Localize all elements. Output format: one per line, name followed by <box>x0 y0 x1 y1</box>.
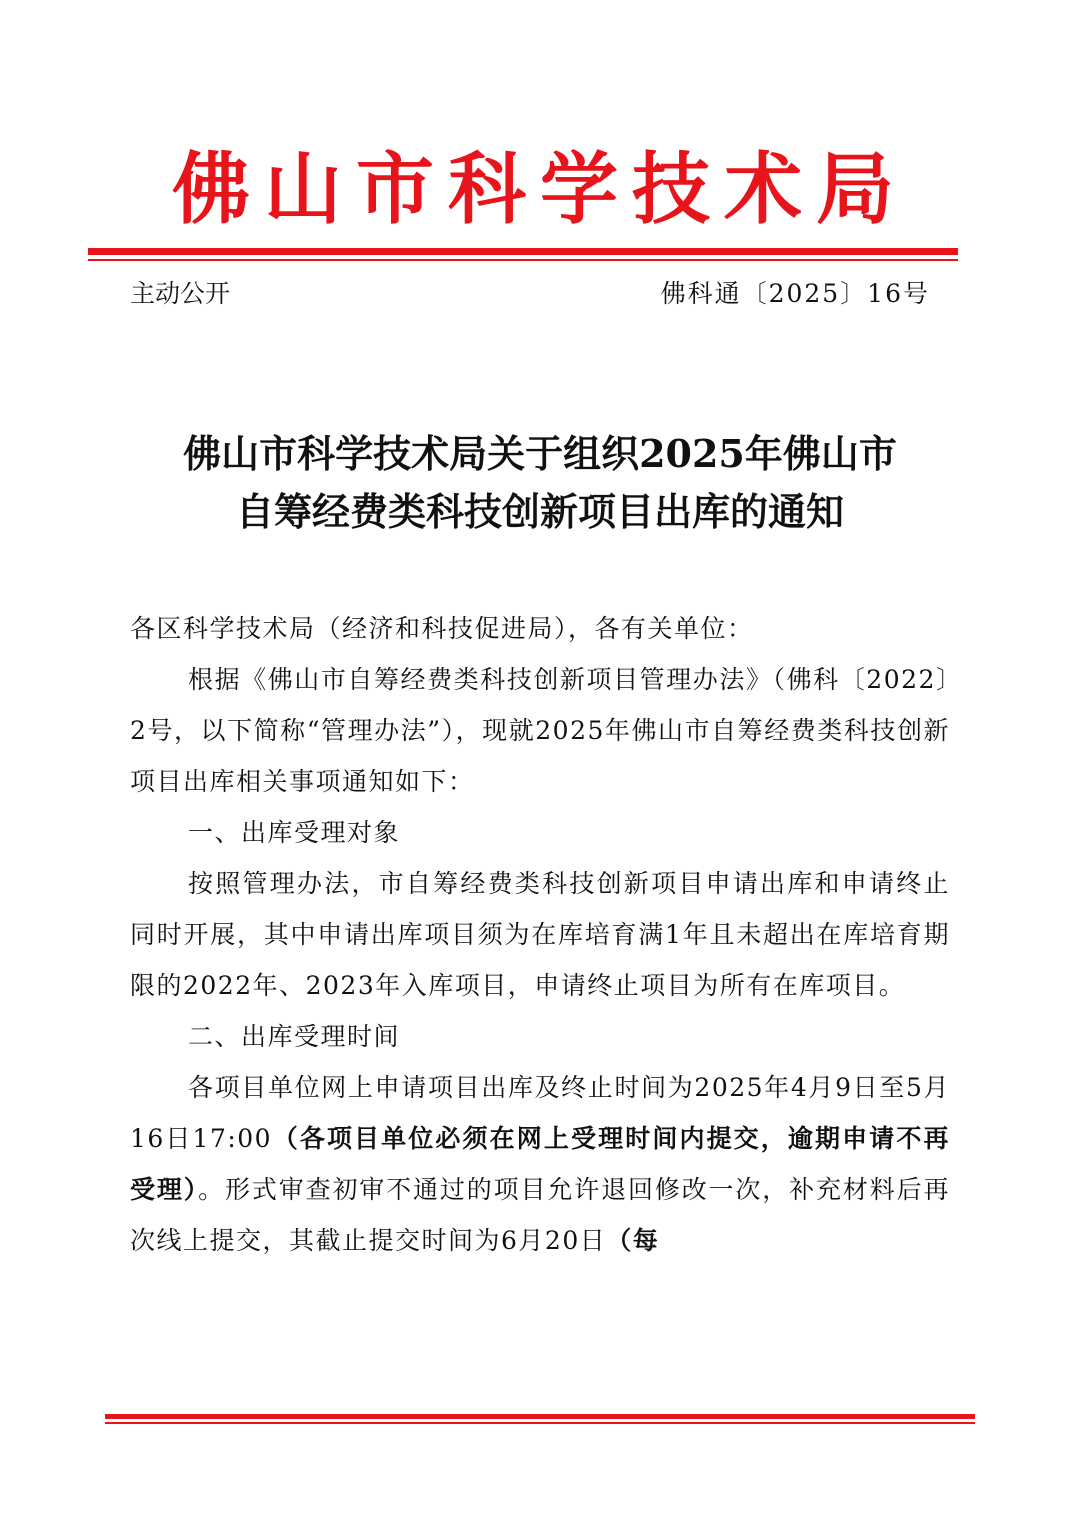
header-red-rule <box>88 248 958 255</box>
section-2-text-a: 各项目单位网上申请项目出库及终止时间为2025年4月9日至5月16日17:00 <box>130 1073 950 1153</box>
title-line-2: 自筹经费类科技创新项目出库的通知 <box>235 489 844 534</box>
intro-paragraph: 根据《佛山市自筹经费类科技创新项目管理办法》（佛科〔2022〕2号，以下简称“管理办法”），现就2025年佛山市自筹经费类科技创新项目出库相关事项通知如下： <box>130 665 950 796</box>
section-2-heading: 二、出库受理时间 <box>188 1022 401 1051</box>
header-red-rule-thin <box>88 259 958 261</box>
section-1-paragraph: 按照管理办法，市自筹经费类科技创新项目申请出库和申请终止同时开展，其中申请出库项目须为在库培育满1年且未超出在库培育期限的2022年、2023年入库项目，申请终止项目为所有在库项目。 <box>130 869 950 1000</box>
section-2-paragraph <box>130 1062 950 1266</box>
section-2-bold-notice: （各项目单位必须在网上受理时间内提交，逾期申请不再受理） <box>130 1124 950 1204</box>
section-2-text-b: 。形式审查初审不通过的项目允许退回修改一次，补充材料后再次线上提交，其截止提交时间为6月20日 <box>130 1175 950 1255</box>
document-body <box>130 603 950 1266</box>
document-number: 佛科通〔2025〕16号 <box>660 279 930 308</box>
footer-red-rule <box>105 1414 975 1419</box>
footer-red-rule-thin <box>105 1422 975 1424</box>
section-2-bold-continued: （每 <box>606 1226 660 1255</box>
title-line-1: 佛山市科学技术局关于组织2025年佛山市 <box>183 431 897 476</box>
agency-masthead: 佛山市科学技术局 <box>171 144 908 235</box>
section-1-heading: 一、出库受理对象 <box>188 818 401 847</box>
disclosure-label: 主动公开 <box>130 279 231 308</box>
salutation: 各区科学技术局（经济和科技促进局），各有关单位： <box>130 614 754 643</box>
document-title <box>0 425 1080 541</box>
